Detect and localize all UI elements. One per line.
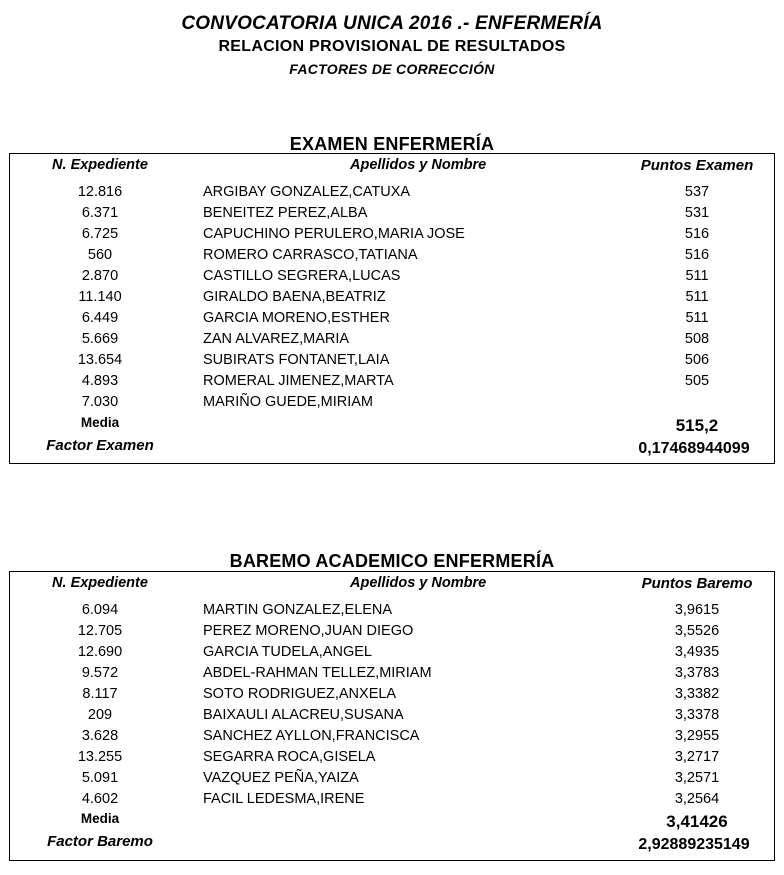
examen-col-nombre: Apellidos y Nombre bbox=[350, 157, 487, 173]
examen-col-puntos: Puntos Examen bbox=[640, 157, 754, 174]
examen-row-expediente: 4.893 bbox=[81, 373, 119, 389]
examen-row-nombre: ARGIBAY GONZALEZ,CATUXA bbox=[203, 184, 411, 200]
document-section: FACTORES DE CORRECCIÓN bbox=[289, 61, 495, 77]
baremo-row-expediente: 6.094 bbox=[81, 602, 119, 618]
examen-row-puntos: 505 bbox=[684, 373, 710, 389]
baremo-row-puntos: 3,3378 bbox=[674, 707, 720, 723]
baremo-media-value: 3,41426 bbox=[666, 812, 728, 831]
baremo-row-nombre: SANCHEZ AYLLON,FRANCISCA bbox=[203, 728, 420, 744]
examen-row-puntos: 511 bbox=[685, 310, 709, 326]
examen-row-expediente: 2.870 bbox=[81, 268, 119, 284]
document-title: CONVOCATORIA UNICA 2016 .- ENFERMERÍA bbox=[181, 13, 603, 34]
baremo-row-puntos: 3,2955 bbox=[674, 728, 720, 744]
examen-row-expediente: 560 bbox=[87, 247, 113, 263]
examen-row-expediente: 5.669 bbox=[81, 331, 119, 347]
examen-row-puntos: 516 bbox=[684, 226, 710, 242]
baremo-row-puntos: 3,3382 bbox=[674, 686, 720, 702]
baremo-row-nombre: VAZQUEZ PEÑA,YAIZA bbox=[203, 770, 359, 786]
examen-section-title: EXAMEN ENFERMERÍA bbox=[289, 134, 495, 154]
baremo-row-nombre: SOTO RODRIGUEZ,ANXELA bbox=[203, 686, 397, 702]
baremo-row-nombre: BAIXAULI ALACREU,SUSANA bbox=[203, 707, 404, 723]
baremo-factor-value: 2,92889235149 bbox=[638, 836, 750, 853]
baremo-row-expediente: 12.690 bbox=[77, 644, 123, 660]
examen-row-nombre: GARCIA MORENO,ESTHER bbox=[203, 310, 390, 326]
examen-row-nombre: BENEITEZ PEREZ,ALBA bbox=[203, 205, 368, 221]
examen-row-puntos: 511 bbox=[685, 268, 709, 284]
baremo-row-puntos: 3,2717 bbox=[674, 749, 720, 765]
examen-row-nombre: MARIÑO GUEDE,MIRIAM bbox=[203, 394, 373, 410]
baremo-row-nombre: GARCIA TUDELA,ANGEL bbox=[203, 644, 372, 660]
examen-row-expediente: 13.654 bbox=[77, 352, 123, 368]
examen-row-puntos: 511 bbox=[685, 289, 709, 305]
examen-media-label: Media bbox=[80, 415, 120, 430]
examen-row-nombre: CASTILLO SEGRERA,LUCAS bbox=[203, 268, 401, 284]
baremo-col-expediente: N. Expediente bbox=[52, 575, 148, 591]
document-subtitle: RELACION PROVISIONAL DE RESULTADOS bbox=[218, 38, 566, 55]
examen-row-nombre: CAPUCHINO PERULERO,MARIA JOSE bbox=[203, 226, 465, 242]
examen-row-nombre: ROMERAL JIMENEZ,MARTA bbox=[203, 373, 394, 389]
baremo-row-puntos: 3,2564 bbox=[674, 791, 720, 807]
examen-row-expediente: 7.030 bbox=[81, 394, 119, 410]
examen-row-puntos: 531 bbox=[684, 205, 710, 221]
baremo-row-expediente: 4.602 bbox=[81, 791, 119, 807]
baremo-row-puntos: 3,5526 bbox=[674, 623, 720, 639]
baremo-row-expediente: 3.628 bbox=[81, 728, 119, 744]
examen-row-puntos: 508 bbox=[684, 331, 710, 347]
baremo-row-nombre: FACIL LEDESMA,IRENE bbox=[203, 791, 365, 807]
baremo-media-label: Media bbox=[80, 811, 120, 826]
baremo-row-puntos: 3,2571 bbox=[674, 770, 720, 786]
baremo-row-expediente: 209 bbox=[87, 707, 113, 723]
examen-col-expediente: N. Expediente bbox=[52, 157, 148, 173]
baremo-row-expediente: 12.705 bbox=[77, 623, 123, 639]
baremo-row-puntos: 3,9615 bbox=[674, 602, 720, 618]
examen-row-puntos: 506 bbox=[684, 352, 710, 368]
baremo-row-expediente: 9.572 bbox=[81, 665, 119, 681]
baremo-row-nombre: SEGARRA ROCA,GISELA bbox=[203, 749, 376, 765]
baremo-row-nombre: ABDEL-RAHMAN TELLEZ,MIRIAM bbox=[203, 665, 432, 681]
baremo-row-expediente: 13.255 bbox=[77, 749, 123, 765]
baremo-row-puntos: 3,4935 bbox=[674, 644, 720, 660]
baremo-row-expediente: 5.091 bbox=[81, 770, 119, 786]
examen-row-expediente: 6.371 bbox=[81, 205, 119, 221]
baremo-row-nombre: MARTIN GONZALEZ,ELENA bbox=[203, 602, 393, 618]
examen-row-puntos: 537 bbox=[684, 184, 710, 200]
examen-row-expediente: 6.725 bbox=[81, 226, 119, 242]
examen-factor-label: Factor Examen bbox=[46, 437, 154, 454]
baremo-col-nombre: Apellidos y Nombre bbox=[350, 575, 487, 591]
baremo-factor-label: Factor Baremo bbox=[47, 833, 153, 850]
examen-row-expediente: 12.816 bbox=[77, 184, 123, 200]
examen-row-nombre: ROMERO CARRASCO,TATIANA bbox=[203, 247, 418, 263]
examen-row-nombre: GIRALDO BAENA,BEATRIZ bbox=[203, 289, 386, 305]
baremo-row-puntos: 3,3783 bbox=[674, 665, 720, 681]
examen-media-value: 515,2 bbox=[675, 416, 719, 435]
baremo-table bbox=[9, 571, 775, 861]
examen-table bbox=[9, 153, 775, 464]
examen-row-nombre: SUBIRATS FONTANET,LAIA bbox=[203, 352, 390, 368]
examen-row-expediente: 11.140 bbox=[78, 289, 122, 305]
examen-row-nombre: ZAN ALVAREZ,MARIA bbox=[203, 331, 350, 347]
examen-row-expediente: 6.449 bbox=[81, 310, 119, 326]
baremo-row-nombre: PEREZ MORENO,JUAN DIEGO bbox=[203, 623, 414, 639]
examen-factor-value: 0,17468944099 bbox=[638, 440, 750, 457]
examen-row-puntos: 516 bbox=[684, 247, 710, 263]
baremo-row-expediente: 8.117 bbox=[82, 686, 118, 702]
baremo-section-title: BAREMO ACADEMICO ENFERMERÍA bbox=[229, 551, 555, 571]
baremo-col-puntos: Puntos Baremo bbox=[641, 575, 753, 592]
